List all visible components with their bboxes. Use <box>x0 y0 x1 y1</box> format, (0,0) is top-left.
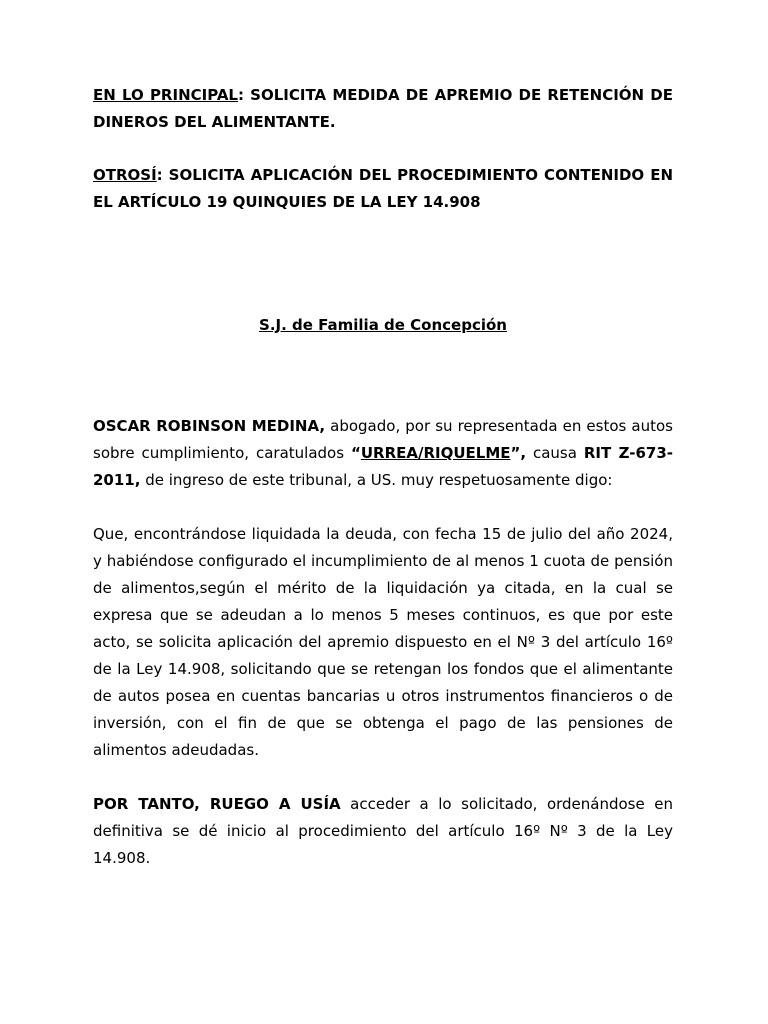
principal-text: : SOLICITA MEDIDA DE APREMIO DE RETENCIÓN DE DINEROS DEL ALIMENTANTE. <box>93 86 673 131</box>
intro-paragraph <box>93 413 673 494</box>
closing-lead: POR TANTO, RUEGO A USÍA <box>93 795 341 813</box>
rit-number: RIT Z-673-2011, <box>93 444 673 489</box>
intro-text-1: abogado, por su representada en estos autos sobre cumplimiento, caratulados <box>93 417 673 462</box>
principal-heading <box>93 82 673 136</box>
otrosi-heading <box>93 162 673 216</box>
otrosi-label: OTROSÍ <box>93 166 157 184</box>
principal-label: EN LO PRINCIPAL <box>93 86 238 104</box>
quote-open: “ <box>350 444 361 462</box>
quote-close: ”, <box>510 444 527 462</box>
otrosi-text: : SOLICITA APLICACIÓN DEL PROCEDIMIENTO CONTENIDO EN EL ARTÍCULO 19 QUINQUIES DE LA LEY 14.908 <box>93 166 673 211</box>
closing-text: acceder a lo solicitado, ordenándose en definitiva se dé inicio al procedimiento del artículo 16º Nº 3 de la Ley 14.908. <box>93 795 673 867</box>
intro-text-3: de ingreso de este tribunal, a US. muy respetuosamente digo: <box>140 471 613 489</box>
lawyer-name: OSCAR ROBINSON MEDINA, <box>93 417 326 435</box>
document-page <box>93 82 673 872</box>
closing-paragraph <box>93 791 673 872</box>
body-paragraph: Que, encontrándose liquidada la deuda, con fecha 15 de julio del año 2024, y habiéndose configurado el incumplimiento de al menos 1 cuota de pensión de alimentos,según el mérito de la liquidación ya citada, en la cual se expresa que se adeudan a lo menos 5 meses continuos, es que por este acto, se solicita aplicación del apremio dispuesto en el Nº 3 del artículo 16º de la Ley 14.908, solicitando que se retengan los fondos que el alimentante de autos posea en cuentas bancarias u otros instrumentos financieros o de inversión, con el fin de que se obtenga el pago de las pensiones de alimentos adeudadas. <box>93 525 673 759</box>
court-title: S.J. de Familia de Concepción <box>259 316 507 334</box>
case-name: URREA/RIQUELME <box>360 444 511 462</box>
intro-text-2: causa <box>526 444 584 462</box>
